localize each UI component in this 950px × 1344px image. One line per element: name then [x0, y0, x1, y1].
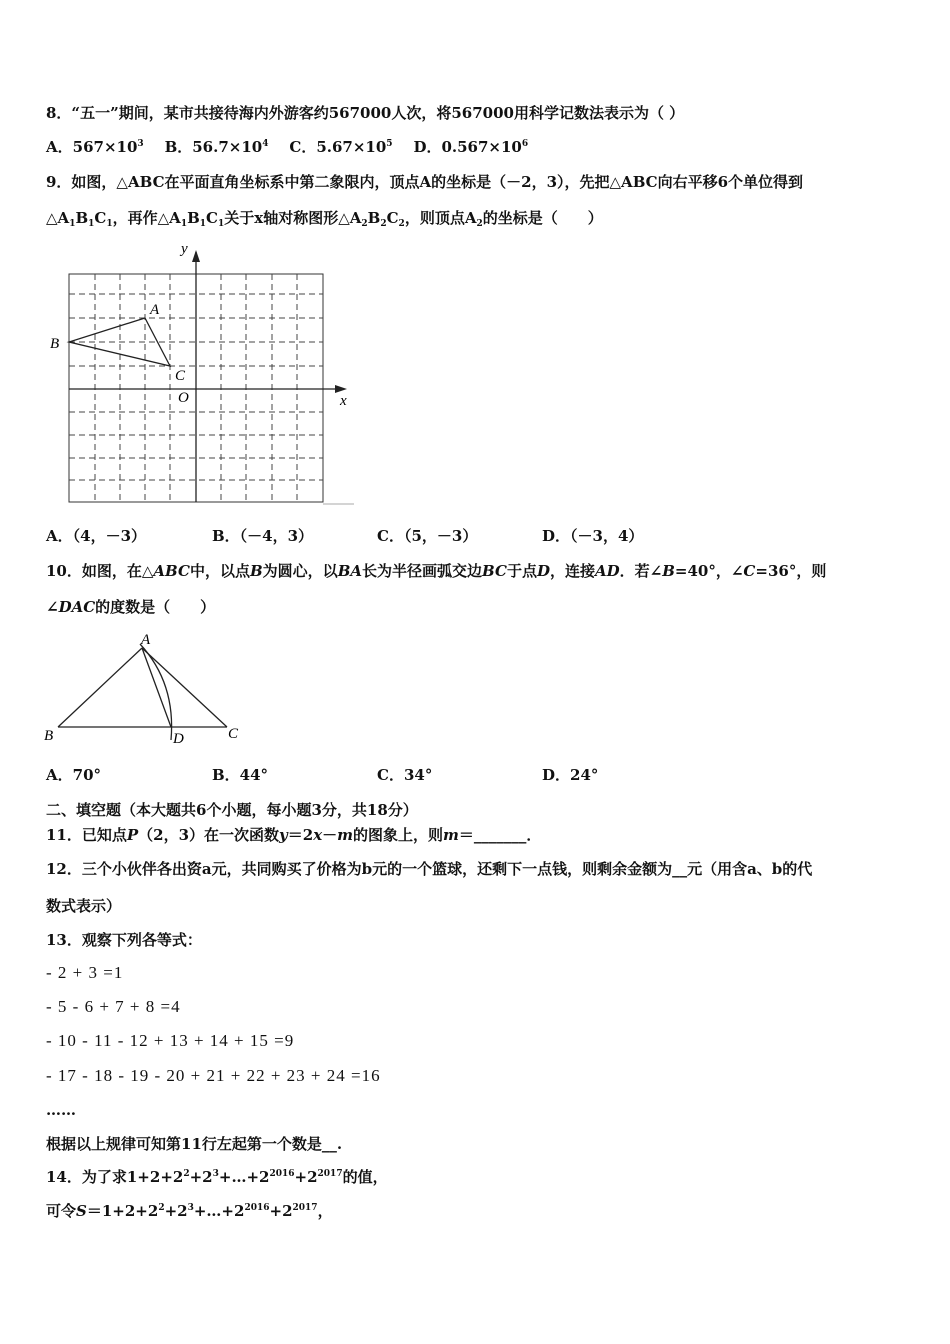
q13-equation-3: - 10 - 11 - 12 + 13 + 14 + 15 =9: [46, 1031, 295, 1050]
q13-stem: 13．观察下列各等式：: [46, 931, 202, 949]
q13-ellipsis: ……: [46, 1101, 76, 1119]
q10-triangle-figure: [40, 628, 250, 753]
q8-option-a[interactable]: A．$567\times 10^3$: [46, 138, 144, 156]
q13-equation-4: - 17 - 18 - 19 - 20 + 21 + 22 + 23 + 24 =16: [46, 1066, 381, 1085]
q13-equation-1: - 2 + 3 =1: [46, 963, 124, 982]
arc-from-b: [140, 644, 172, 740]
q14-stem-line1: 14．为了求$1+2+2^2+2^3+\dots+2^{2016}+2^{2017}$的值，: [46, 1168, 388, 1186]
label-b: B: [44, 728, 54, 744]
side-ac: [142, 648, 227, 727]
label-c: C: [228, 726, 239, 742]
label-a: A: [141, 632, 151, 648]
q10-option-b[interactable]: B．44°: [212, 766, 269, 784]
q10-option-a[interactable]: A．70°: [46, 766, 102, 784]
q9-stem-line1: 9．如图，△ABC在平面直角坐标系中第二象限内，顶点A的坐标是（－2，3），先把△ABC向右平移6个单位得到: [46, 173, 804, 191]
segment-ad: [142, 648, 171, 727]
label-a: A: [150, 302, 160, 318]
label-b: B: [50, 336, 60, 352]
section-heading: 二、填空题（本大题共6个小题，每小题3分，共18分）: [46, 801, 418, 819]
label-d: D: [173, 731, 184, 747]
label-y: y: [181, 241, 188, 257]
side-ab: [58, 648, 142, 727]
q14-stem-line2: 可令$S=1+2+2^2+2^3+\dots+2^{2016}+2^{2017}$，: [46, 1202, 333, 1220]
q9-option-c[interactable]: C．（5，－3）: [377, 527, 478, 545]
q8-stem: 8．“五一”期间，某市共接待海内外游客约567000人次，将567000用科学记数法表示为（ ）: [46, 104, 685, 122]
x-axis-arrow: [335, 385, 347, 393]
label-x: x: [340, 393, 347, 409]
q9-option-b[interactable]: B．（－4，3）: [212, 527, 314, 545]
label-o: O: [178, 390, 189, 406]
q10-option-c[interactable]: C．34°: [377, 766, 433, 784]
q11-stem: 11．已知点P（2，3）在一次函数y＝2x－m的图象上，则m＝_______．: [46, 826, 542, 844]
q10-stem-line1: 10．如图，在△ABC中，以点B为圆心，以BA长为半径画弧交边BC于点D，连接AD．若∠B=40°，∠C=36°，则: [46, 562, 827, 580]
q13-equation-2: - 5 - 6 + 7 + 8 =4: [46, 997, 181, 1016]
label-c: C: [175, 368, 186, 384]
q10-stem-line2: ∠DAC的度数是（ ）: [46, 598, 216, 616]
q9-stem-line2: $\triangle A_1B_1C_1$，再作$\triangle A_1B_1C_1$关于x轴对称图形$\triangle A_2B_2C_2$，则顶点$A_2$的坐标是（ ）: [46, 209, 603, 229]
q10-option-d[interactable]: D．24°: [542, 766, 599, 784]
q12-stem-line1: 12．三个小伙伴各出资a元，共同购买了价格为b元的一个篮球，还剩下一点钱，则剩余金额为__元（用含a、b的代: [46, 860, 813, 878]
q8-options: [46, 137, 528, 157]
q8-option-d[interactable]: D．$0.567\times 10^6$: [413, 138, 529, 156]
q8-option-c[interactable]: C．$5.67\times 10^5$: [289, 138, 393, 156]
y-axis-arrow: [192, 250, 200, 262]
q9-option-d[interactable]: D．（－3，4）: [542, 527, 644, 545]
q8-option-b[interactable]: B．$56.7\times 10^4$: [164, 138, 269, 156]
q13-conclusion: 根据以上规律可知第11行左起第一个数是__.: [46, 1135, 343, 1153]
q9-coordinate-figure: [44, 240, 364, 512]
q9-option-a[interactable]: A．（4，－3）: [46, 527, 147, 545]
q12-stem-line2: 数式表示）: [46, 897, 122, 915]
